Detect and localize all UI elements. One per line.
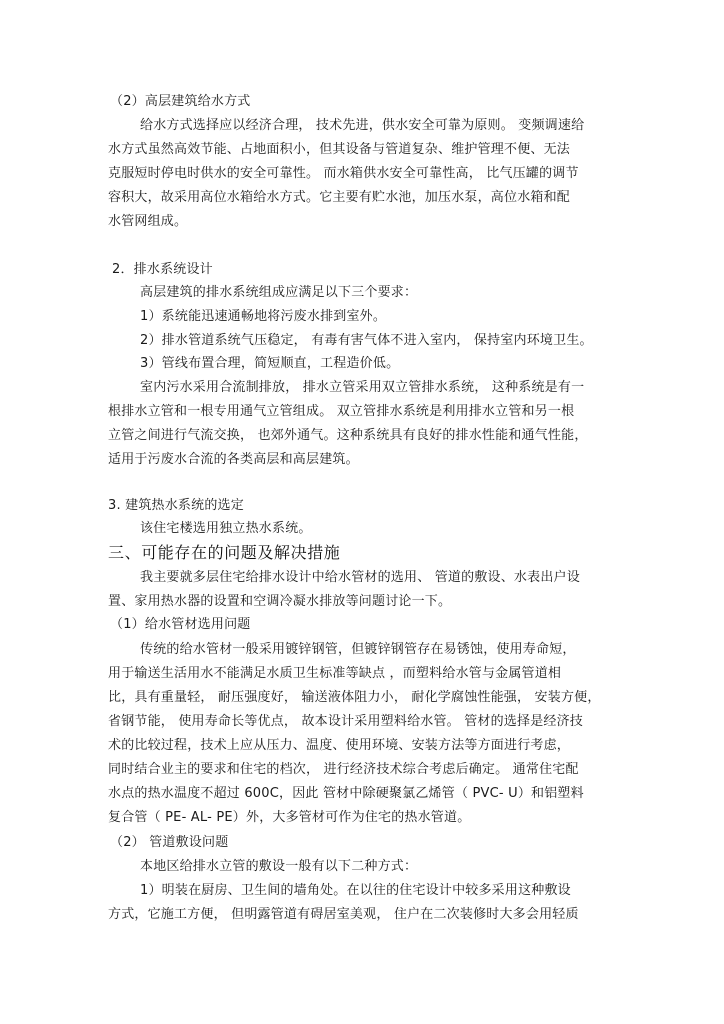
pipe-material-line: 复合管（ PE- AL- PE）外，大多管材可作为住宅的热水管道。 [108, 810, 471, 825]
pipe-laying-line: 本地区给排水立管的敷设一般有以下二种方式： [140, 859, 418, 874]
pipe-material-line: 传统的给水管材一般采用镀锌钢管，但镀锌钢管存在易锈蚀，使用寿命短， [140, 642, 576, 657]
drainage-line: 高层建筑的排水系统组成应满足以下三个要求： [140, 285, 418, 300]
pipe-laying-heading: （2） 管道敷设问题 [110, 835, 229, 850]
pipe-material-line: 省钢节能， 使用寿命长等优点， 故本设计采用塑料给水管。 管材的选择是经济技 [108, 714, 583, 729]
pipe-material-line: 水点的热水温度不超过 600C，因此 管材中除硬聚氯乙烯管（ PVC- U）和铝塑料 [108, 786, 584, 801]
water-supply-line: 克服短时停电时供水的安全可靠性。 而水箱供水安全可靠性高， 比气压罐的调节 [108, 166, 579, 181]
drainage-line: 适用于污废水合流的各类高层和高层建筑。 [108, 452, 359, 467]
pipe-material-heading: （1）给水管材选用问题 [110, 617, 251, 632]
pipe-material-line: 比，具有重量轻， 耐压强度好， 输送液体阻力小， 耐化学腐蚀性能强， 安装方便， [108, 690, 601, 705]
drainage-line: 室内污水采用合流制排放， 排水立管采用双立管排水系统， 这种系统是有一 [140, 380, 585, 395]
water-supply-line: 水方式虽然高效节能、占地面积小，但其设备与管道复杂、维护管理不便、无法 [108, 142, 571, 157]
drainage-line: 3）管线布置合理，简短顺直，工程造价低。 [140, 356, 400, 371]
problems-heading: 三、可能存在的问题及解决措施 [108, 543, 341, 562]
water-supply-line: 给水方式选择应以经济合理， 技术先进，供水安全可靠为原则。 变频调速给 [140, 118, 585, 133]
hot-water-heading: 3. 建筑热水系统的选定 [108, 498, 244, 513]
pipe-material-line: 术的比较过程，技术上应从压力、温度、使用环境、安装方法等方面进行考虑， [108, 738, 571, 753]
water-supply-line: 容积大，故采用高位水箱给水方式。它主要有贮水池，加压水泵，高位水箱和配 [108, 190, 571, 205]
water-supply-line: 水管网组成。 [108, 214, 188, 229]
drainage-line: 根排水立管和一根专用通气立管组成。 双立管排水系统是利用排水立管和另一根 [108, 404, 575, 419]
pipe-laying-line: 1）明装在厨房、卫生间的墙角处。在以往的住宅设计中较多采用这种敷设 [140, 883, 571, 898]
problems-intro-line: 置、家用热水器的设置和空调冷凝水排放等问题讨论一下。 [108, 594, 452, 609]
pipe-laying-line: 方式，它施工方便， 但明露管道有碍居室美观， 住户在二次装修时大多会用轻质 [108, 907, 579, 922]
water-supply-heading: （2）高层建筑给水方式 [110, 94, 251, 109]
problems-intro-line: 我主要就多层住宅给排水设计中给水管材的选用、 管道的敷设、水表出户设 [140, 570, 580, 585]
hot-water-line: 该住宅楼选用独立热水系统。 [140, 521, 312, 536]
pipe-material-line: 用于输送生活用水不能满足水质卫生标准等缺点 ，而塑料给水管与金属管道相 [108, 666, 562, 681]
drainage-heading: 2．排水系统设计 [112, 262, 213, 277]
pipe-material-line: 同时结合业主的要求和住宅的档次， 进行经济技术综合考虑后确定。 通常住宅配 [108, 762, 579, 777]
drainage-line: 2）排水管道系统气压稳定， 有毒有害气体不进入室内， 保持室内环境卫生。 [140, 333, 593, 348]
drainage-line: 1）系统能迅速通畅地将污废水排到室外。 [140, 309, 387, 324]
drainage-line: 立管之间进行气流交换， 也郊外通气。这种系统具有良好的排水性能和通气性能， [108, 428, 588, 443]
